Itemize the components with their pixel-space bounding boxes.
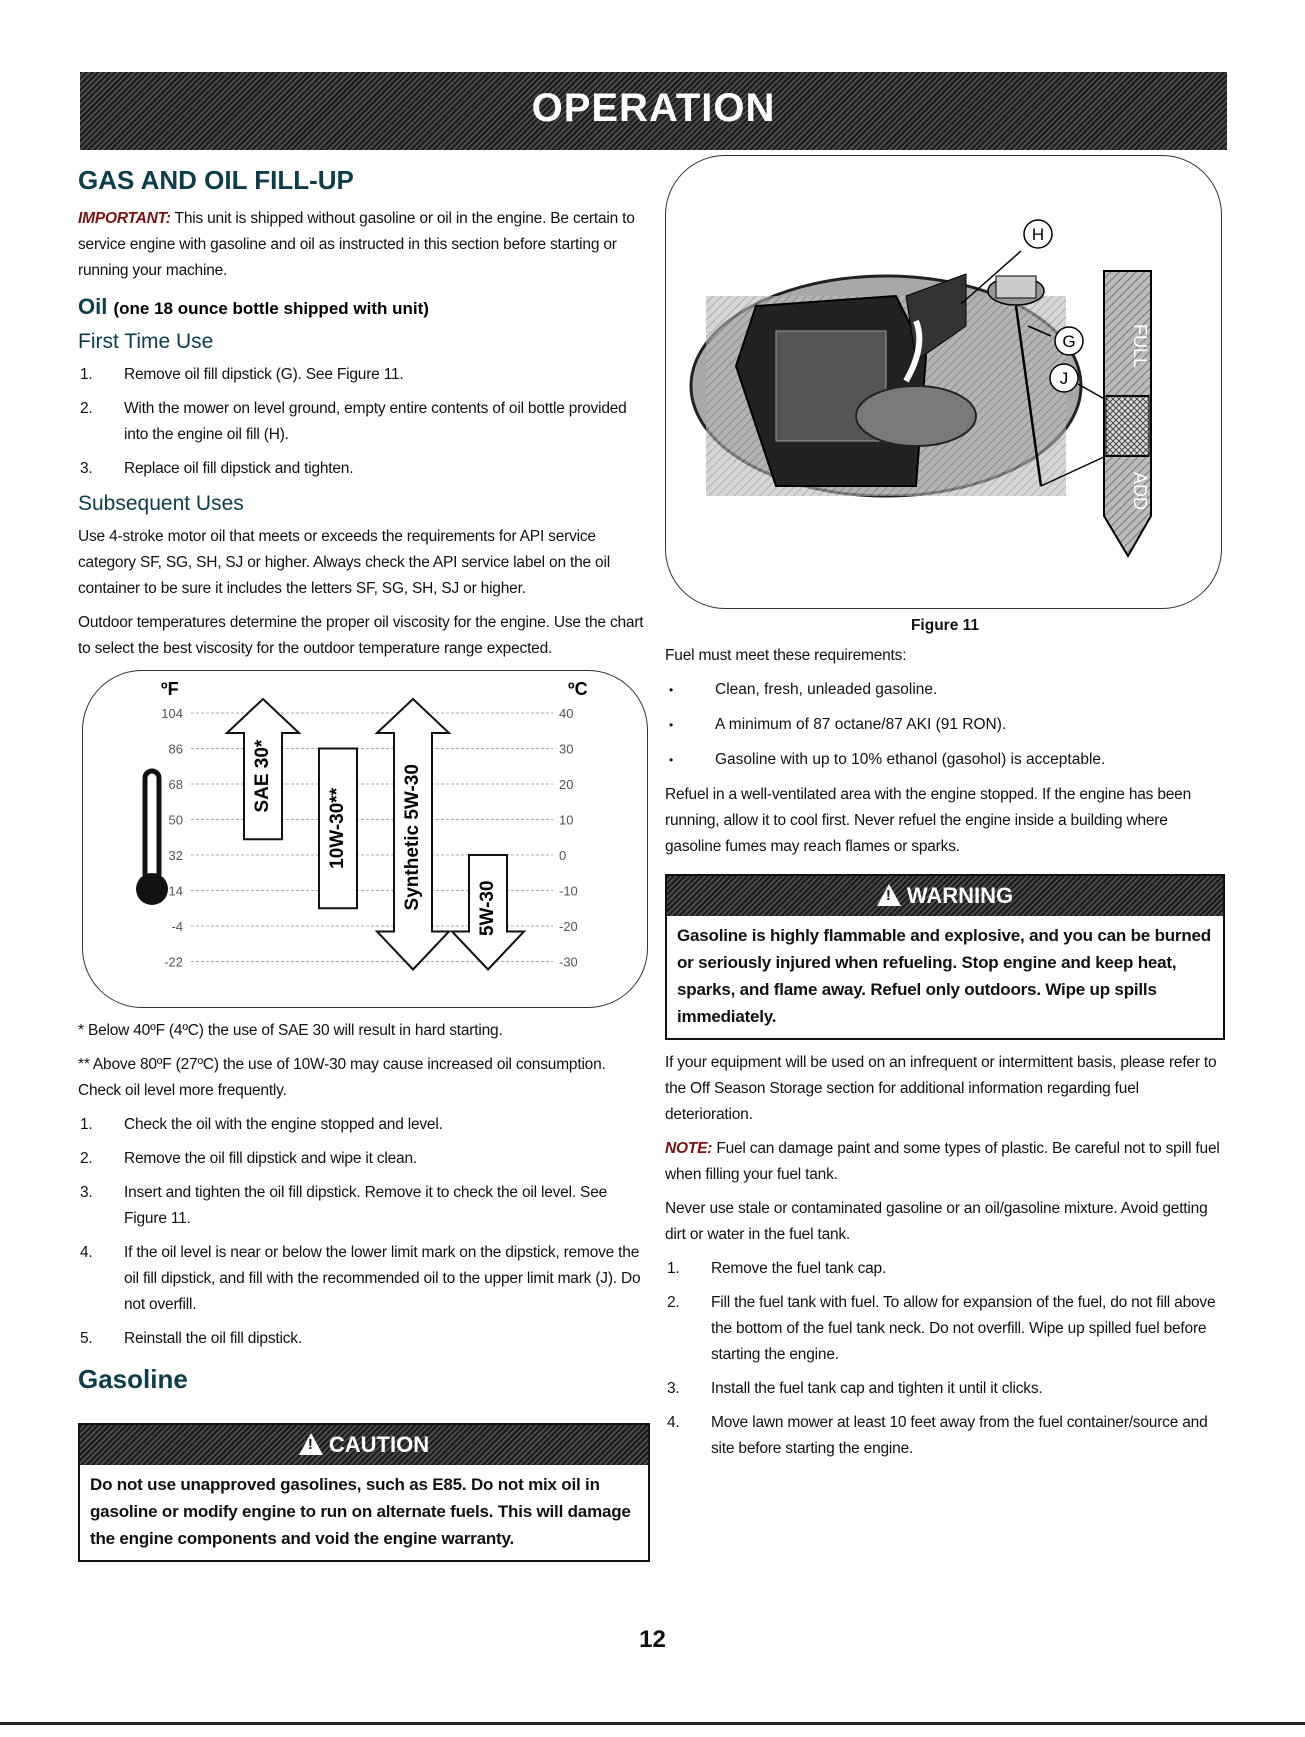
f-tick-label: 14 [168,883,183,899]
add-mark-label: ADD [1130,471,1150,511]
f-tick-label: 68 [168,777,183,792]
step-text: Remove the fuel tank cap. [711,1260,887,1277]
check-oil-steps [78,1112,650,1352]
note-paragraph [665,1136,1225,1188]
step-number: 2. [80,1150,93,1167]
list-item [665,1410,1225,1462]
list-item [665,1290,1225,1368]
f-tick-label: -4 [171,919,183,934]
c-tick-label: -30 [559,954,578,970]
figure-11-illustration [665,155,1222,609]
step-number: 2. [667,1294,680,1311]
warning-triangle-icon: ! [877,884,901,906]
step-text: Check the oil with the engine stopped and level. [124,1116,443,1133]
viscosity-bar-label: 5W-30 [477,880,499,937]
full-mark-label: FULL [1130,323,1150,369]
footer-rule [0,1722,1305,1725]
list-item [665,1376,1225,1402]
infrequent-use-paragraph: If your equipment will be used on an infrequent or intermittent basis, please refer to the Off Season Storage section for additional information regarding fuel deterioration. [665,1054,1217,1123]
viscosity-bar-label: Synthetic 5W-30 [402,764,424,911]
c-tick-label: 20 [559,777,574,792]
step-number: 4. [667,1414,680,1431]
banner-title: OPERATION [531,86,776,130]
callout-j-letter: J [1059,369,1069,388]
fuel-intro: Fuel must meet these requirements: [665,647,907,664]
first-use-steps [78,362,650,482]
step-number: 5. [80,1330,93,1347]
subsequent-paragraph-2: Outdoor temperatures determine the proper oil viscosity for the engine. Use the chart to select the best viscosity for the outdoor temperature range expected. [78,614,644,657]
c-tick-label: 10 [559,812,574,828]
callout-g-letter: G [1062,332,1076,351]
f-tick-label: 104 [161,706,183,721]
subsequent-heading: Subsequent Uses [78,492,244,515]
f-tick-label: -22 [164,954,183,970]
note-text: Fuel can damage paint and some types of plastic. Be careful not to spill fuel when filling your fuel tank. [665,1140,1220,1183]
c-tick-label: 40 [559,706,574,721]
step-text: Install the fuel tank cap and tighten it until it clicks. [711,1380,1043,1397]
warning-box [665,874,1225,1040]
fill-fuel-steps [665,1256,1225,1462]
viscosity-bar-label: 10W-30** [327,787,349,869]
warning-header [667,876,1223,916]
page-number: 12 [639,1626,666,1653]
f-tick-label: 32 [168,848,183,863]
list-item [665,1256,1225,1282]
note-label: NOTE: [665,1140,713,1157]
f-tick-label: 86 [168,741,183,757]
thermometer-icon [145,771,159,881]
step-number: 1. [80,366,93,383]
refuel-paragraph: Refuel in a well-ventilated area with the engine stopped. If the engine has been running, allow it to cool first. Never refuel the engine inside a building where gasoline fumes may reach flames or sparks. [665,786,1192,855]
footnote-sae30: * Below 40ºF (4ºC) the use of SAE 30 will result in hard starting. [78,1022,503,1039]
important-label: IMPORTANT: [78,210,171,227]
list-item: • Gasoline with up to 10% ethanol (gasohol) is acceptable. [665,747,1225,773]
oil-heading-text: Oil [78,294,108,319]
first-use-heading: First Time Use [78,330,214,353]
list-item [78,362,650,388]
step-text: If the oil level is near or below the lower limit mark on the dipstick, remove the oil fill dipstick, and fill with the recommended oil to the upper limit mark (J). Do not overfill. [124,1244,641,1313]
step-text: Fill the fuel tank with fuel. To allow for expansion of the fuel, do not fill above the bottom of the fuel tank neck. Do not overfill. Wipe up spilled fuel before starting the engine. [711,1294,1216,1363]
step-text: Replace oil fill dipstick and tighten. [124,460,354,477]
step-text: Remove the oil fill dipstick and wipe it clean. [124,1150,417,1167]
callout-h-letter: H [1031,225,1045,244]
list-item [78,1240,650,1318]
step-text: With the mower on level ground, empty entire contents of oil bottle provided into the engine oil fill (H). [124,400,627,443]
c-tick-label: -20 [559,919,578,934]
oil-heading [78,294,650,320]
step-number: 2. [80,400,93,417]
section-heading: GAS AND OIL FILL-UP [78,165,354,195]
unit-c-label: ºC [568,679,588,699]
right-column [665,155,1225,1470]
caution-text: Do not use unapproved gasolines, such as E85. Do not mix oil in gasoline or modify engine to run on alternate fuels. This will damage the engine components and void the engine warranty. [90,1475,631,1548]
list-item [78,1180,650,1232]
list-item [78,1146,650,1172]
footnote-10w30: ** Above 80ºF (27ºC) the use of 10W-30 may cause increased oil consumption. Check oil level more frequently. [78,1056,606,1099]
caution-box [78,1423,650,1562]
step-number: 3. [80,1184,93,1201]
list-item [78,456,650,482]
c-tick-label: 30 [559,741,574,757]
figure-caption: Figure 11 [910,617,980,634]
c-tick-label: -10 [559,883,578,899]
fuel-requirements [665,677,1225,773]
f-tick-label: 50 [168,812,183,828]
left-column [78,165,650,1572]
gasoline-heading: Gasoline [78,1364,188,1394]
step-text: Move lawn mower at least 10 feet away from the fuel container/source and site before starting the engine. [711,1414,1208,1457]
warning-title: WARNING [906,883,1014,908]
step-number: 3. [667,1380,680,1397]
step-text: Insert and tighten the oil fill dipstick. Remove it to check the oil level. See Figure 11. [124,1184,608,1227]
step-number: 1. [80,1116,93,1133]
engine-oil-fill-drawing [666,156,1223,610]
caution-title: CAUTION [328,1432,430,1457]
step-number: 4. [80,1244,93,1261]
warning-triangle-icon: ! [299,1433,323,1455]
viscosity-bar-label: SAE 30* [252,739,274,813]
viscosity-chart-svg [83,671,649,1009]
step-number: 3. [80,460,93,477]
oil-viscosity-chart [82,670,648,1008]
list-item [78,1326,650,1352]
thermometer-bulb [136,873,168,905]
list-item [78,1112,650,1138]
list-item [78,396,650,448]
unit-f-label: ºF [161,679,179,699]
list-item: • Clean, fresh, unleaded gasoline. [665,677,1225,703]
step-text: Remove oil fill dipstick (G). See Figure 11. [124,366,404,383]
subsequent-paragraph-1: Use 4-stroke motor oil that meets or exceeds the requirements for API service category SF, SG, SH, SJ or higher. Always check the API service label on the oil container to be sure it includes the letters SF, SG, SH, SJ or higher. [78,528,610,597]
caution-header [80,1425,648,1465]
important-text: This unit is shipped without gasoline or oil in the engine. Be certain to service engine with gasoline and oil as instructed in this section before starting or running your machine. [78,210,635,279]
section-banner [80,72,1227,150]
step-text: Reinstall the oil fill dipstick. [124,1330,302,1347]
c-tick-label: 0 [559,848,567,863]
important-paragraph [78,206,650,284]
oil-subheading: (one 18 ounce bottle shipped with unit) [113,299,429,318]
warning-text: Gasoline is highly flammable and explosive, and you can be burned or seriously injured when refueling. Stop engine and keep heat, sparks, and flame away. Refuel only outdoors. Wipe up spills immediately. [677,926,1211,1026]
list-item: • A minimum of 87 octane/87 AKI (91 RON). [665,712,1225,738]
oil-fill-neck [856,386,976,446]
step-number: 1. [667,1260,680,1277]
stale-fuel-paragraph: Never use stale or contaminated gasoline or an oil/gasoline mixture. Avoid getting dirt or water in the fuel tank. [665,1200,1208,1243]
